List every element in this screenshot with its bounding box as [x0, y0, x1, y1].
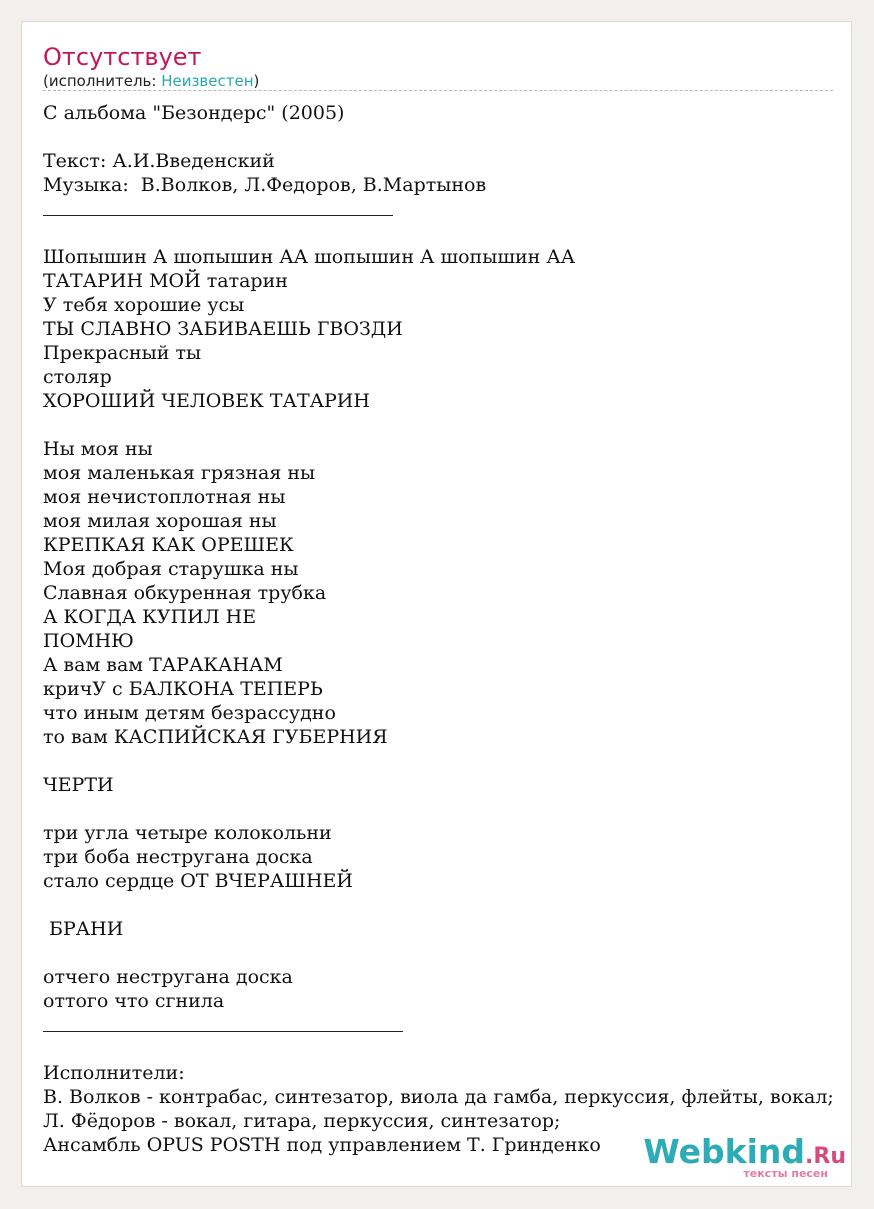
lyric-line: кричУ с БАЛКОНА ТЕПЕРЬ	[43, 678, 323, 700]
separator-rule	[43, 1013, 852, 1037]
site-logo[interactable]	[643, 1132, 846, 1182]
lyric-line: столяр	[43, 366, 112, 388]
lyric-line: ТЫ СЛАВНО ЗАБИВАЕШЬ ГВОЗДИ	[43, 318, 403, 340]
separator-line	[43, 215, 393, 216]
performer-prefix: (исполнитель:	[43, 72, 162, 90]
lyric-line: ТАТАРИН МОЙ татарин	[43, 270, 288, 292]
lyric-line: моя нечистоплотная ны	[43, 486, 286, 508]
lyric-line: то вам КАСПИЙСКАЯ ГУБЕРНИЯ	[43, 726, 388, 748]
lyric-line: КРЕПКАЯ КАК ОРЕШЕК	[43, 534, 294, 556]
blank-line	[43, 125, 852, 149]
lyric-line: моя маленькая грязная ны	[43, 462, 316, 484]
lyric-line: Шопышин А шопышин АА шопышин А шопышин АА	[43, 246, 576, 268]
lyric-line: БРАНИ	[43, 918, 124, 940]
lyric-line: В. Волков - контрабас, синтезатор, виола да гамба, перкуссия, флейты, вокал;	[43, 1086, 834, 1108]
lyric-line: ЧЕРТИ	[43, 774, 114, 796]
separator-rule	[43, 197, 852, 221]
lyric-line: ПОМНЮ	[43, 630, 134, 652]
blank-line	[43, 413, 852, 437]
lyric-line: Л. Фёдоров - вокал, гитара, перкуссия, синтезатор;	[43, 1110, 561, 1132]
blank-line	[43, 221, 852, 245]
performer-line	[43, 72, 259, 90]
blank-line	[43, 941, 852, 965]
lyric-line: С альбома "Безондерс" (2005)	[43, 102, 345, 124]
lyric-line: Музыка: В.Волков, Л.Федоров, В.Мартынов	[43, 174, 487, 196]
logo-suffix: .Ru	[805, 1144, 846, 1169]
title-divider	[43, 90, 833, 91]
lyric-line: что иным детям безрассудно	[43, 702, 336, 724]
lyrics-card	[21, 21, 852, 1187]
lyric-line: Ны моя ны	[43, 438, 153, 460]
lyric-line: моя милая хорошая ны	[43, 510, 277, 532]
lyric-line: Моя добрая старушка ны	[43, 558, 299, 580]
lyric-line: А вам вам ТАРАКАНАМ	[43, 654, 283, 676]
performer-suffix: )	[253, 72, 260, 90]
lyric-line: отчего неструганa доска	[43, 966, 293, 988]
performer-link[interactable]: Неизвестен	[161, 72, 254, 90]
separator-line	[43, 1031, 403, 1032]
lyric-line: Прекрасный ты	[43, 342, 202, 364]
song-title: Отсутствует	[43, 43, 202, 71]
logo-tagline: тексты песен	[743, 1167, 828, 1180]
lyric-line: стало сердце ОТ ВЧЕРАШНЕЙ	[43, 870, 353, 892]
lyric-line: А КОГДА КУПИЛ НЕ	[43, 606, 257, 628]
lyric-line: ХОРОШИЙ ЧЕЛОВЕК ТАТАРИН	[43, 390, 370, 412]
lyric-line: Исполнители:	[43, 1062, 185, 1084]
lyrics-text	[43, 101, 852, 1157]
logo-word: Webkind	[643, 1132, 806, 1171]
lyric-line: три угла четыре колокольни	[43, 822, 332, 844]
lyric-line: Текст: А.И.Введенский	[43, 150, 275, 172]
blank-line	[43, 1037, 852, 1061]
lyric-line: оттого что сгнила	[43, 990, 225, 1012]
lyric-line: Ансамбль OPUS POSTH под управлением Т. Гринденко	[43, 1134, 601, 1156]
lyric-line: У тебя хорошие усы	[43, 294, 245, 316]
blank-line	[43, 797, 852, 821]
lyric-line: Славная обкуренная трубка	[43, 582, 327, 604]
blank-line	[43, 749, 852, 773]
blank-line	[43, 893, 852, 917]
lyric-line: три боба неструганa доска	[43, 846, 313, 868]
